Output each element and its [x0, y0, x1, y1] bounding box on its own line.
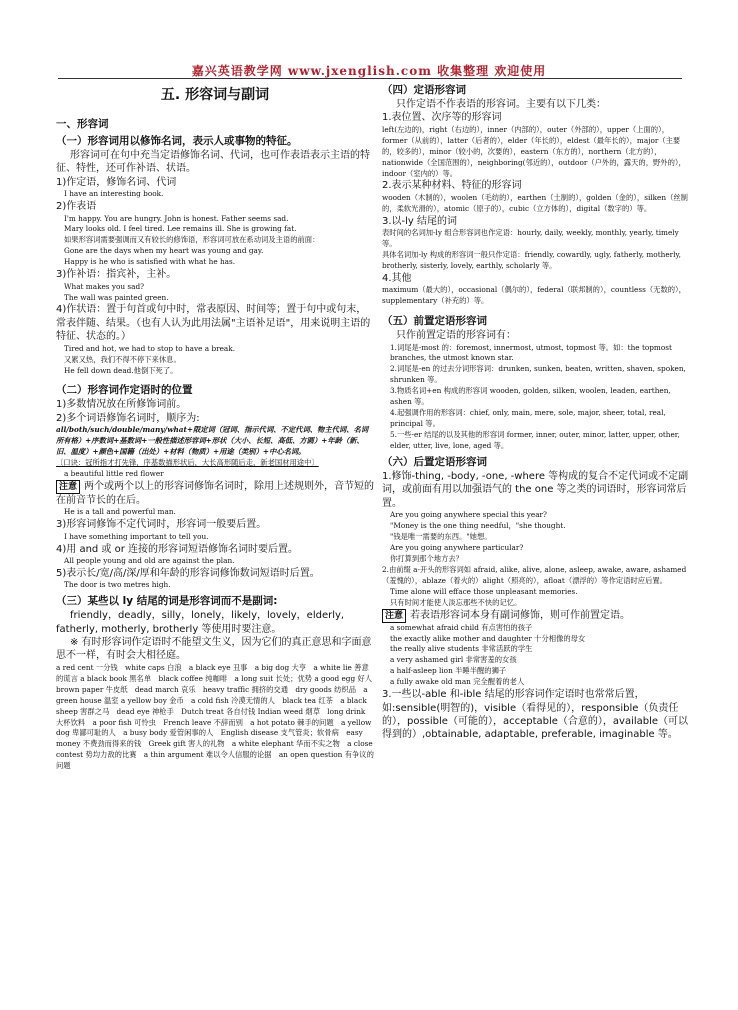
site-header: 嘉兴英语教学网 www.jxenglish.com 收集整理 欢迎使用 [191, 64, 547, 78]
order-mnemonic: 〔口诀：冠所指才打先锋，序基数描形状后，大长高形随后走，新老国材用途中〕 [56, 458, 319, 468]
subsection-5: （五）前置定语形容词 [382, 315, 487, 328]
example: the really alive students 非常活跃的学生 [390, 644, 533, 654]
example: He fell down dead.他倒下死了。 [64, 365, 178, 375]
item-3: 3)作补语：指宾补，主补。 [56, 269, 177, 281]
example: "Money is the one thing needful，"she thought. [390, 521, 566, 531]
example: Happy is he who is satisfied with what he has. [64, 257, 236, 267]
example: a beautiful little red flower [64, 468, 164, 478]
item-m1: 1.词尾是-most 的：foremost, innermost, utmost, topmost 等。如：the topmost branches, the utmost known star. [390, 342, 672, 363]
item-j3: 3)形容词修饰不定代词时，形容词一般要后置。 [56, 519, 267, 531]
note-label: 注意 [382, 609, 406, 623]
example: a fully awake old man 完全醒着的老人 [390, 677, 525, 687]
example: wooden（木制的），woolen（毛纺的），earthen（土制的），golden（金的），silken（丝制的，柔软光滑的），atomic（原子的），cubic（立方体的），digital（数字的）等。 [382, 192, 688, 213]
example: 你打算到那个地方去？ [390, 553, 463, 563]
example: 表时间的名词加-ly 组合形容词也作定语：hourly, daily, weekly, monthly, yearly, timely 等。 [382, 228, 679, 249]
example: I'm happy. You are hungry. John is honest. Father seems sad. [64, 213, 289, 223]
subsection-2: （二）形容词作定语时的位置 [56, 384, 193, 397]
idiom-note: ※ 有时形容词作定语时不能望文生义，因为它们的真正意思和字面意思不一样，有时会大相径庭。 [56, 637, 372, 662]
example: 具体名词加-ly 构成的形容词一般只作定语：friendly, cowardly, ugly, fatherly, motherly, brotherly, sisterly, lovely, earthly, scholarly 等。 [382, 250, 681, 270]
subsection-4: （四）定语形容词 [382, 84, 466, 96]
right-column [382, 80, 694, 742]
header-divider [58, 78, 682, 79]
ly-words: friendly，deadly，silly，lonely，likely，lovely，elderly, fatherly, motherly, brotherly 等使用时要注意。 [56, 610, 345, 635]
example: The wall was painted green. [64, 292, 169, 302]
example: 又累又热，我们不得不停下来休息。 [64, 354, 181, 364]
item-m4: 4.起强调作用的形容词：chief, only, main, mere, sole, major, sheer, total, real, principal 等。 [390, 408, 666, 429]
subsection-6: （六）后置定语形容词 [382, 455, 487, 468]
example: left(左边的)，right（右边的），inner（内部的），outer（外部的），upper（上面的），former（从前的），latter（后者的），elder（年长的），eldest（最年长的），major（主要的，较多的），minor（较小的，次要的），eastern（东方的），northern（北方的），nationwide（全国范围的），neighboring(邻近的），outdoor（户外的，露天的，野外的），indoor（室内的）等。 [382, 124, 686, 178]
example: a very ashamed girl 非常害羞的女孩 [390, 655, 517, 665]
example: I have something important to tell you. [64, 531, 209, 541]
order-rule: all/both/such/double/many/what+限定词（冠词、指示代词、不定代词、物主代词、名词所有格）+序数词+基数词+一般性描述形容词+形状（大小、长短、高低、方圆）+年龄（新、旧、温度）+颜色+国籍（出处）+材料（物质）+用途（类别）+中心名词。 [56, 425, 369, 457]
item-n3: 3.一些以-able 和-ible 结尾的形容词作定语时也常常后置，如:sensible(明智的)，visible（看得见的），responsible（负责任的），possible（可能的），acceptable（合意的），available（可以得到的）,obtainable, adaptable, preferable, imaginable 等。 [382, 689, 689, 741]
note-label: 注意 [56, 480, 80, 494]
item-1: 1)作定语，修饰名词、代词 [56, 176, 177, 188]
example: Time alone will efface those unpleasant memories. [390, 586, 578, 596]
item-k4: 4.其他 [382, 272, 412, 284]
note-text: 若表语形容词本身有副词修饰，则可作前置定语。 [410, 609, 631, 621]
item-2: 2)作表语 [56, 201, 97, 213]
item-4: 4)作状语：置于句首或句中时，常表原因、时间等；置于句中或句末，常表伴随、结果。（也有人认为此用法属"主语补足语"，用来说明主语的特征、状态的。） [56, 304, 371, 343]
item-m3: 3.物质名词+en 构成的形容词 wooden, golden, silken, woolen, leaden, earthen, ashen 等。 [390, 386, 671, 407]
paragraph: 形容词可在句中充当定语修饰名词、代词，也可作表语表示主语的特征、特性，还可作补语、状语。 [56, 150, 370, 175]
note-text: 两个或两个以上的形容词修饰名词时，除用上述规则外，音节短的在前音节长的在后。 [56, 480, 375, 506]
item-j1: 1)多数情况放在所修饰词前。 [56, 399, 187, 411]
item-n1: 1.修饰-thing, -body, -one, -where 等构成的复合不定代词或不定副词，或前面有用以加强语气的 the one 等之类的词语时，形容词常后置。 [382, 470, 689, 509]
example: What makes you sad? [64, 281, 145, 291]
item-m5: 5.一些-er 结尾的以及其他的形容词 former, inner, outer, minor, latter, upper, other, elder, utter, live, lone, aged 等。 [390, 430, 680, 450]
item-m2: 2.词尾是-en 的过去分词形容词：drunken, sunken, beaten, written, shaven, spoken, shrunken 等。 [390, 364, 686, 385]
item-j5: 5)表示长/宽/高/深/厚和年龄的形容词修饰数词短语时后置。 [56, 567, 320, 579]
item-k3: 3.以-ly 结尾的词 [382, 215, 458, 227]
example: He is a tall and powerful man. [64, 507, 176, 517]
subsection-3: （三）某些以 ly 结尾的词是形容词而不是副词: [56, 595, 278, 608]
example: The door is two metres high. [64, 580, 171, 590]
example: Gone are the days when my heart was young and gay. [64, 246, 264, 256]
example: Are you going anywhere particular? [390, 542, 524, 552]
page-title: 五. 形容词与副词 [160, 87, 270, 103]
example: Mary looks old. I feel tired. Lee remains ill. She is growing fat. [64, 224, 297, 234]
idiom-examples: a red cent 一分钱 white caps 白浪 a black eye 丑事 a big dog 大亨 a white lie 善意的谎言 a black book 黑名单 black coffee 纯咖啡 a long suit 长处；优势 a good egg 好人 brown paper 牛皮纸 dead march 哀乐 heavy traffic 拥挤的交通 dry goods 纺织品 a green house 温室 a yellow boy 金币 a cold fish 冷漠无情的人 black tea 红茶 a black sheep 害群之马 dead eye 神枪手 Dutch treat 各自付钱 Indian weed 烟草 long drink 大杯饮料 a poor fish 可怜虫 French leave 不辞而别 a hot potato 棘手的问题 a yellow dog 卑鄙可耻的人 a busy body 爱管闲事的人 English disease 支气管炎；软骨病 easy money 不费劲而得来的钱 Greek gift 害人的礼物 a white elephant 华而不实之物 a close contest 势均力敌的比赛 a thin argument 难以令人信服的论据 an open question 有争议的问题 [56, 662, 380, 771]
paragraph: 只作定语不作表语的形容词。主要有以下几类： [396, 99, 606, 110]
paragraph: 只作前置定语的形容词有： [396, 330, 516, 342]
example: Are you going anywhere special this year? [390, 510, 547, 520]
subsection-1: （一）形容词用以修饰名词，表示人或事物的特征。 [56, 135, 298, 147]
example: 只有时间才能使人淡忘那些不快的记忆。 [390, 597, 522, 607]
example: maximum（最大的），occasional（偶尔的），federal（联邦制的），countless（无数的），supplementary（补充的）等。 [382, 285, 686, 306]
example: "钱是唯一需要的东西。"她想。 [390, 531, 492, 541]
example: All people young and old are against the plan. [64, 556, 235, 565]
example: Tired and hot, we had to stop to have a break. [64, 343, 236, 353]
item-k2: 2.表示某种材料、特征的形容词 [382, 180, 522, 192]
example: 如果形容词需要强调而又有较长的修饰语，形容词可放在系动词及主语的前面： [64, 235, 320, 245]
item-n2: 2.由前缀 a-开头的形容词如 afraid, alike, alive, alone, asleep, awake, aware, ashamed（羞愧的），ablaze（着火的）alight（照亮的），afloat（漂浮的）等作定语时应后置。 [382, 564, 687, 585]
item-k1: 1.表位置、次序等的形容词 [382, 112, 502, 124]
item-j2: 2)多个词语修饰名词时，顺序为: [56, 412, 200, 424]
left-column [56, 80, 380, 772]
example: a half-asleep lion 半睡半醒的狮子 [390, 666, 507, 676]
example: I have an interesting book. [64, 189, 164, 199]
item-j4: 4)用 and 或 or 连接的形容词短语修饰名词时要后置。 [56, 543, 299, 555]
example: the exactly alike mother and daughter 十分相像的母女 [390, 633, 586, 643]
example: a somewhat afraid child 有点害怕的孩子 [390, 622, 533, 632]
section-adjective: 一、形容词 [56, 118, 109, 130]
